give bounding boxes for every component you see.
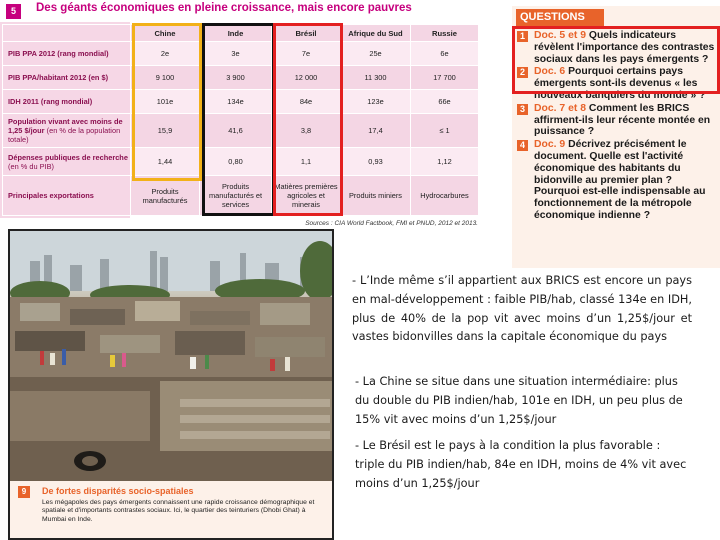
table-cell: ≤ 1	[411, 114, 479, 148]
table-header-cell: Russie	[411, 25, 479, 42]
row-label	[3, 176, 131, 216]
table-cell: 7e	[272, 42, 341, 66]
table-row	[3, 66, 479, 90]
table-cell: Hydrocarbures	[411, 176, 479, 216]
question-text: Comment les BRICS affirment-ils leur récente montée en puissance ?	[534, 102, 711, 138]
question-number: 2	[517, 67, 528, 78]
question-text: Décrivez précisément le document. Quelle est l'activité économique des habitants du bidonville au premier plan ? Pourquoi est-elle indispensable au fonctionnement de la métropole économique indienne ?	[534, 139, 706, 221]
row-label-text: Population vivant avec moins de 1,25 $/jour	[8, 117, 123, 135]
row-label-text: PIB PPA 2012 (rang mondial)	[8, 49, 109, 58]
table-cell: 84e	[272, 90, 341, 114]
question1-highlight-box	[512, 26, 720, 94]
table-cell: 41,6	[200, 114, 272, 148]
table-cell: 1,44	[131, 148, 200, 176]
question-number: 1	[517, 31, 528, 42]
table-cell: 0,93	[341, 148, 411, 176]
row-label	[3, 90, 131, 114]
indicators-table	[2, 24, 479, 216]
row-label	[3, 42, 131, 66]
row-label	[3, 148, 131, 176]
question-item	[516, 103, 716, 138]
row-label	[3, 66, 131, 90]
doc5-table-panel	[0, 0, 482, 230]
row-label	[3, 114, 131, 148]
slum-photo-illustration	[10, 231, 332, 481]
question-doc-ref: Doc. 7 et 8	[534, 102, 586, 114]
table-cell: 11 300	[341, 66, 411, 90]
table-header-cell: Afrique du Sud	[341, 25, 411, 42]
table-row	[3, 148, 479, 176]
table-cell: Produits manufacturés	[131, 176, 200, 216]
question-text: Quels indicateurs révèlent l'importance des contrastes sociaux dans les pays émergents ?	[534, 30, 715, 65]
table-header-cell: Brésil	[272, 25, 341, 42]
question-doc-ref: Doc. 9	[534, 139, 566, 151]
doc9-caption	[10, 481, 332, 538]
row-label-subtext: (en % du PIB)	[8, 161, 55, 171]
table-row	[3, 176, 479, 216]
row-label-text: PIB PPA/habitant 2012 (en $)	[8, 73, 109, 82]
table-row	[3, 114, 479, 148]
question-doc-ref: Doc. 5 et 9	[534, 30, 586, 41]
table-cell: 123e	[341, 90, 411, 114]
table-cell: 66e	[411, 90, 479, 114]
table-cell: 9 100	[131, 66, 200, 90]
table-cell: 134e	[200, 90, 272, 114]
row-label-text: IDH 2011 (rang mondial)	[8, 97, 93, 106]
table-cell: 0,80	[200, 148, 272, 176]
commentary-chine: - La Chine se situe dans une situation intermédiaire: plus du double du PIB indien/hab, 101e en IDH, un peu plus de 15% vit avec moins d’un 1,25$/jour	[355, 375, 683, 426]
question-item	[516, 139, 716, 222]
table-row	[3, 42, 479, 66]
table-cell: 3e	[200, 42, 272, 66]
row-label-text: Principales exportations	[8, 191, 94, 200]
doc9-caption-text: Les mégapoles des pays émergents connaissent une rapide croissance démographique et spatiale et d'importants contrastes sociaux. Ici, le quartier des teinturiers (Dhobi Ghat) à Mumbai en Inde.	[42, 499, 315, 523]
table-header-row	[3, 25, 479, 42]
table-cell: 17 700	[411, 66, 479, 90]
table-cell: Matières premières agricoles et minerais	[272, 176, 341, 216]
doc5-title: Des géants économiques en pleine croissance, mais encore pauvres	[36, 2, 412, 14]
table-cell: Produits manufacturés et services	[200, 176, 272, 216]
table-cell: 2e	[131, 42, 200, 66]
doc9-caption-title: De fortes disparités socio-spatiales	[42, 486, 194, 496]
question-text: Pourquoi certains pays émergents sont-ils devenus « les nouveaux banquiers du monde » ?	[534, 66, 706, 101]
doc9-photo-panel	[8, 229, 334, 540]
table-cell: 12 000	[272, 66, 341, 90]
table-cell: 15,9	[131, 114, 200, 148]
row-label-subtext: (en % de la population totale)	[8, 126, 121, 144]
commentary-bresil: - Le Brésil est le pays à la condition la plus favorable : triple du PIB indien/hab, 84e en IDH, moins de 4% vit avec moins d’un 1,25$/jour	[355, 439, 687, 490]
commentary-inde: - L’Inde même s’il appartient aux BRICS est encore un pays en mal-développement : faible PIB/hab, classé 134e en IDH, plus de 40% de la pop vit avec moins d’un 1,25$/jour et vastes bidonvilles dans la capitale économique du pays	[352, 274, 693, 344]
doc5-number-badge: 5	[6, 4, 21, 19]
question-doc-ref: Doc. 6	[534, 66, 566, 78]
questions-header: QUESTIONS	[516, 9, 604, 26]
table-cell: 1,1	[272, 148, 341, 176]
table-source: Sources : CIA World Factbook, FMI et PNUD, 2012 et 2013.	[305, 220, 478, 227]
question-number: 3	[517, 104, 528, 115]
table-cell: 3 900	[200, 66, 272, 90]
row-label-text: Dépenses publiques de recherche	[8, 152, 128, 162]
table-cell: 101e	[131, 90, 200, 114]
table-cell: 25e	[341, 42, 411, 66]
table-cell: 6e	[411, 42, 479, 66]
table-header-cell: Chine	[131, 25, 200, 42]
table-header-cell	[3, 25, 131, 42]
question-number: 4	[517, 140, 528, 151]
table-cell: Produits miniers	[341, 176, 411, 216]
table-cell: 17,4	[341, 114, 411, 148]
table-header-cell: Inde	[200, 25, 272, 42]
slum-photo	[10, 231, 332, 481]
table-cell: 1,12	[411, 148, 479, 176]
doc9-number-badge: 9	[18, 486, 30, 498]
table-row	[3, 90, 479, 114]
table-cell: 3,8	[272, 114, 341, 148]
